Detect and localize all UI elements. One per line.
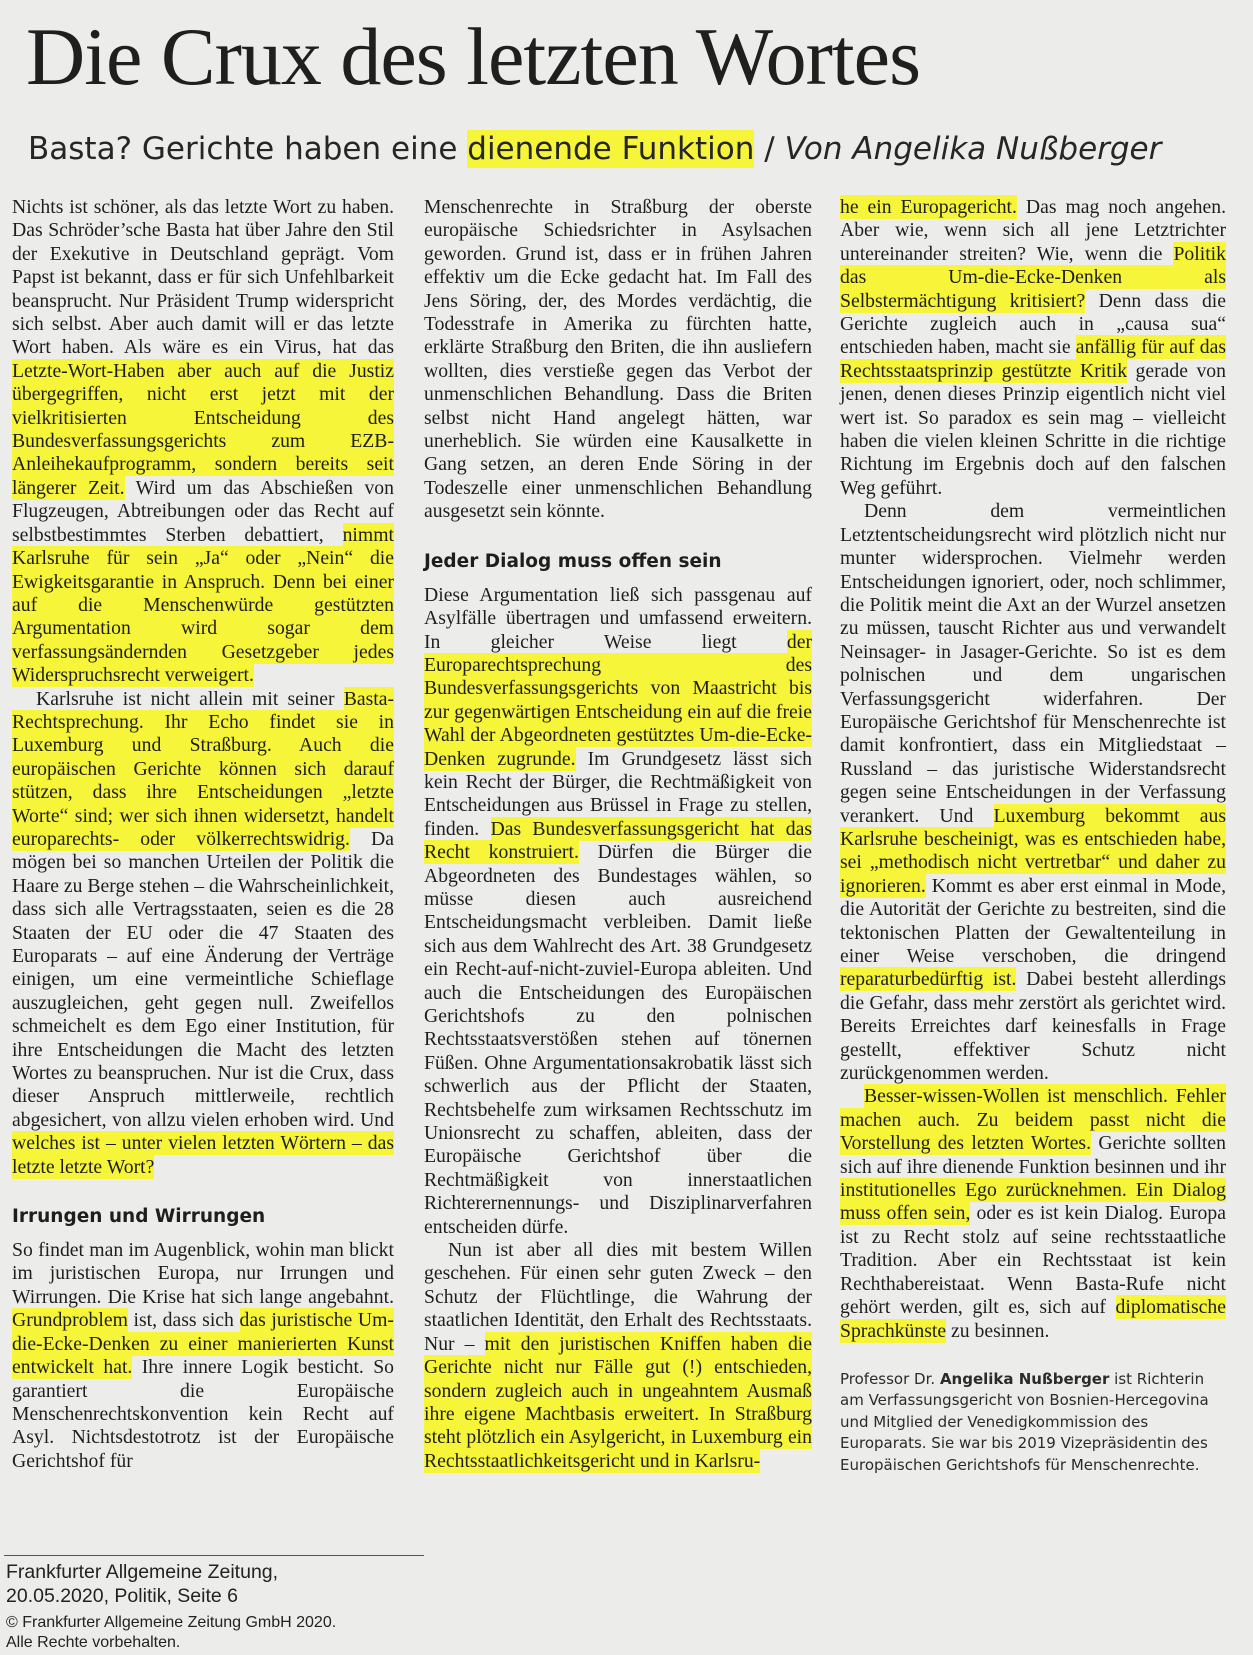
article-column-1 bbox=[12, 196, 394, 1473]
section-heading: Jeder Dialog muss offen sein bbox=[424, 550, 722, 572]
highlighted-text: diplomatische Sprachkünste bbox=[840, 1296, 1226, 1342]
text-run: ist, dass sich bbox=[127, 1309, 240, 1332]
highlighted-text: Das Bundesverfassungsgericht hat das Recht konstruiert. bbox=[424, 817, 812, 864]
subheadline-separator: / bbox=[754, 131, 785, 167]
highlighted-text: der Europarechtsprechung des Bundesverfassungsgerichts von Maastricht bis zur gegenwärtigen Entscheidung ein auf die freie Wahl der Abgeordneten gestütztes Um-die-Ecke-Denken zugrunde. bbox=[424, 630, 812, 770]
byline: Von Angelika Nußberger bbox=[784, 131, 1162, 167]
article-column-3 bbox=[840, 196, 1226, 1476]
paragraph bbox=[424, 1239, 812, 1473]
highlighted-text: welches ist – unter vielen letzten Wörtern – das letzte letzte Wort? bbox=[12, 1132, 394, 1178]
source-publication: Frankfurter Allgemeine Zeitung, bbox=[6, 1561, 279, 1583]
highlighted-text: Basta-Rechtsprechung. Ihr Echo findet sie in Luxemburg und Straßburg. Auch die europäischen Gerichte können sich darauf stützen, dass ihre Entscheidungen „letzte Worte“ sind; wer sich ihnen widersetzt, handelt europarechts- oder völkerrechtswidrig. bbox=[12, 687, 394, 850]
article-column-2 bbox=[424, 196, 812, 1473]
author-bio bbox=[840, 1369, 1226, 1477]
source-date: 20.05.2020, Politik, Seite 6 bbox=[6, 1585, 238, 1607]
highlighted-text: Luxemburg bekommt aus Karlsruhe bescheinigt, was es entschieden habe, sei „methodisch nicht vertretbar“ und daher zu ignorieren. bbox=[840, 804, 1227, 897]
text-run: Professor Dr. bbox=[840, 1369, 940, 1388]
highlighted-text: das juristische Um-die-Ecke-Denken zu einer manierierten Kunst entwickelt hat. bbox=[12, 1309, 394, 1379]
text-run: ist Richterin am Verfassungsgericht von Bosnien-Hercegovina und Mitglied der Venedigkommission des Europarats. Sie war bis 2019 Vizepräsidentin des Europäischen Gerichtshofs für Menschenrechte. bbox=[840, 1369, 1209, 1474]
author-name: Angelika Nußberger bbox=[939, 1369, 1110, 1388]
paragraph bbox=[840, 500, 1226, 1085]
subheadline-text: Basta? Gerichte haben eine bbox=[28, 131, 468, 167]
text-run: oder es ist kein Dialog. Europa ist zu Recht stolz auf seine rechtsstaatliche Tradition. Aber ein Rechtsstaat ist kein Rechthabereistaat. Wenn Basta-Rufe nicht gehört werden, gilt es, sich auf bbox=[840, 1202, 1226, 1319]
source-rights: Alle Rechte vorbehalten. bbox=[6, 1634, 181, 1651]
text-run: Nichts ist schöner, als das letzte Wort zu haben. Das Schröder’sche Basta hat über Jahre den Stil der Exekutive in Deutschland geprägt. Vom Papst ist bekannt, dass er für sich Unfehlbarkeit beansprucht. Nur Präsident Trump widerspricht sich selbst. Aber auch damit will er das letzte Wort haben. Als wäre es ein Virus, hat das bbox=[12, 196, 394, 359]
subheadline-highlight: dienende Funktion bbox=[467, 131, 755, 167]
paragraph bbox=[12, 688, 394, 1180]
text-run: Karlsruhe ist nicht allein mit seiner bbox=[36, 687, 344, 710]
highlighted-text: nimmt Karlsruhe für sein „Ja“ oder „Nein“ die Ewigkeitsgarantie in Anspruch. Denn bei einer auf die Menschenwürde gestützten Argumentation wird sogar dem verfassungsändernden Gesetzgeber jedes Widerspruchsrecht verweigert. bbox=[12, 523, 394, 687]
section-heading: Irrungen und Wirrungen bbox=[12, 1206, 266, 1228]
source-copyright: © Frankfurter Allgemeine Zeitung GmbH 2020. bbox=[6, 1614, 337, 1631]
text-run: Wird um das Abschießen von Flugzeugen, Abtreibungen oder das Recht auf selbstbestimmtes Sterben debattiert, bbox=[12, 476, 394, 546]
paragraph bbox=[12, 196, 394, 688]
paragraph bbox=[424, 584, 812, 1239]
text-run: Ihre innere Logik besticht. So garantiert die Europäische Menschenrechtskonvention kein Recht auf Asyl. Nichtsdestotrotz ist der Europäische Gerichtshof für bbox=[12, 1356, 394, 1472]
highlighted-text: mit den juristischen Kniffen haben die Gerichte nicht nur Fälle gut (!) entschieden, sondern zugleich auch in ungeahntem Ausmaß ihre eigene Machtbasis erweitert. In Straßburg steht plötzlich ein Asylgericht, in Luxemburg ein Rechtsstaatlichkeitsgericht und in Karlsru- bbox=[424, 1332, 813, 1472]
paragraph bbox=[840, 1085, 1226, 1342]
text-run: zu besinnen. bbox=[946, 1319, 1050, 1342]
footer-divider bbox=[4, 1555, 424, 1556]
highlighted-text: Letzte-Wort-Haben aber auch auf die Justiz übergegriffen, nicht erst jetzt mit der vielkritisierten Entscheidung des Bundesverfassungsgerichts zum EZB-Anleihekaufprogramm, sondern bereits seit längerer Zeit. bbox=[12, 359, 394, 499]
highlighted-text: Besser-wissen-Wollen ist menschlich. Fehler machen auch. Zu beidem passt nicht die Vorstellung des letzten Wortes. bbox=[840, 1085, 1226, 1155]
paragraph bbox=[12, 1239, 394, 1473]
text-run: So findet man im Augenblick, wohin man blickt im juristischen Europa, nur Irrungen und Wirrungen. Die Krise hat sich lange angebahnt. bbox=[12, 1239, 394, 1308]
subheadline bbox=[28, 128, 1161, 170]
text-run: Nun ist aber all dies mit bestem Willen geschehen. Für einen sehr guten Zweck – den Schutz der Flüchtlinge, die Wahrung der staatlichen Identität, den Erhalt des Rechtsstaats. Nur – bbox=[424, 1239, 812, 1355]
highlighted-text: he ein Europagericht. bbox=[840, 196, 1017, 218]
text-run: Da mögen bei so manchen Urteilen der Politik die Haare zu Berge stehen – die Wahrscheinlichkeit, dass sich alle Vertragsstaaten, seien es die 28 Staaten der EU oder die 47 Staaten des Europarats – auf eine Änderung der Verträge einigen, um eine vermeintliche Schieflage auszugleichen, geht gegen null. Zweifellos schmeichelt es dem Ego einer Institution, für ihre Entscheidungen die Macht des letzten Wortes zu beanspruchen. Nur ist die Crux, dass dieser Anspruch mittlerweile, rechtlich abgesichert, von allzu vielen erhoben wird. Und bbox=[12, 827, 394, 1131]
highlighted-text: Politik das Um-die-Ecke-Denken als Selbstermächtigung kritisiert? bbox=[840, 242, 1226, 312]
text-run: Kommt es aber erst einmal in Mode, die Autorität der Gerichte zu bestreiten, sind die tektonischen Platten der Gewaltenteilung in einer Weise verschoben, die dringend bbox=[840, 874, 1226, 967]
text-run: Im Grundgesetz lässt sich kein Recht der Bürger, die Rechtmäßigkeit von Entscheidungen aus Brüssel in Frage zu stellen, finden. bbox=[424, 747, 812, 840]
text-run: Denn dem vermeintlichen Letztentscheidungsrecht wird plötzlich nicht nur munter widersprochen. Vielmehr werden Entscheidungen ignoriert, oder, noch schlimmer, die Politik meint die Axt an der Wurzel ansetzen zu müssen, tauscht Richter aus und verwandelt Neinsager- in Jasager-Gerichte. So ist es dem polnischen und dem ungarischen Verfassungsgericht widerfahren. Der Europäische Gerichtshof für Menschenrechte ist damit konfrontiert, dass ein Mitgliedstaat – Russland – das juristische Widerstandsrecht gegen seine Entscheidungen in der Verfassung verankert. Und bbox=[840, 500, 1226, 827]
highlighted-text: Grundproblem bbox=[12, 1309, 128, 1332]
highlighted-text: reparaturbedürftig ist. bbox=[840, 968, 1017, 991]
paragraph bbox=[840, 196, 1226, 500]
text-run: Dabei besteht allerdings die Gefahr, dass mehr zerstört als gerichtet wird. Bereits Erreichtes darf keinesfalls in Frage gestellt, effektiver Schutz nicht zurückgenommen werden. bbox=[840, 968, 1226, 1085]
text-run: Gerichte sollten sich auf ihre dienende Funktion besinnen und ihr bbox=[840, 1132, 1226, 1178]
highlighted-text: anfällig für auf das Rechtsstaatsprinzip gestützte Kritik bbox=[840, 336, 1226, 382]
text-run: Das mag noch angehen. Aber wie, wenn sich all jene Letztrichter untereinander streiten? Wie, wenn die bbox=[840, 196, 1226, 265]
text-run: gerade von jenen, denen dieses Prinzip eigentlich nicht viel wert ist. So paradox es sein mag – vielleicht haben die vielen kleinen Schritte in die richtige Richtung im Ergebnis doch auf den falschen Weg geführt. bbox=[840, 359, 1226, 499]
paragraph: Menschenrechte in Straßburg der oberste europäische Schiedsrichter in Asylsachen geworden. Grund ist, dass er in frühen Jahren effektiv um die Ecke gedacht hat. Im Fall des Jens Söring, der, des Mordes verdächtig, die Todesstrafe in Amerika zu fürchten hatte, erklärte Straßburg den Briten, die ihn ausliefern wollten, dies verstieße gegen das Verbot der unmenschlichen Behandlung. Dass die Briten selbst nicht Hand angelegt hätten, war unerheblich. Sie würden eine Kausalkette in Gang setzen, an deren Ende Söring in der Todeszelle einer unmenschlichen Behandlung ausgesetzt sein könnte. bbox=[424, 196, 812, 523]
headline: Die Crux des letzten Wortes bbox=[26, 11, 920, 102]
highlighted-text: institutionelles Ego zurücknehmen. Ein Dialog muss offen sein, bbox=[840, 1179, 1226, 1225]
text-run: Dürfen die Bürger die Abgeordneten des Bundestages wählen, so müsse diesen auch ausreichend Entscheidungsmacht verbleiben. Damit ließe sich aus dem Wahlrecht des Art. 38 Grundgesetz ein Recht-auf-nicht-zuviel-Europa ableiten. Und auch die Entscheidungen des Europäischen Gerichtshofs zu den polnischen Rechtsstaatsverstößen stehen auf tönernen Füßen. Ohne Argumentationsakrobatik lässt sich schwerlich aus der Pflicht der Staaten, Rechtsbehelfe zum wirksamen Rechtsschutz im Unionsrecht zu schaffen, ableiten, dass der Europäische Gerichtshof über die Rechtmäßigkeit von innerstaatlichen Richterernennungs- und Disziplinarverfahren entscheiden dürfe. bbox=[424, 841, 812, 1238]
text-run: Diese Argumentation ließ sich passgenau auf Asylfälle übertragen und umfassend erweitern. In gleicher Weise liegt bbox=[424, 583, 812, 653]
text-run: Denn dass die Gerichte zugleich auch in „causa sua“ entschieden haben, macht sie bbox=[840, 289, 1226, 359]
